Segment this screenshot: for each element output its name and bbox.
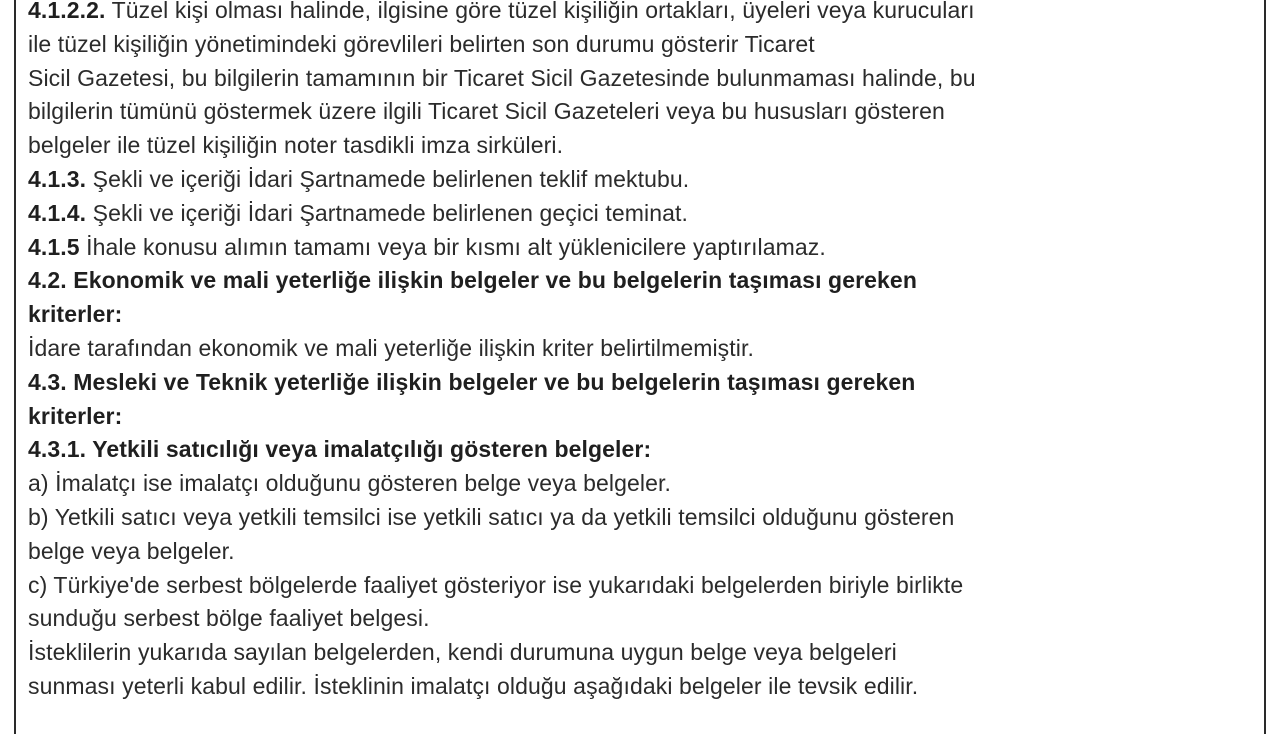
line-text: sunduğu serbest bölge faaliyet belgesi.	[28, 605, 430, 632]
text-line-8	[28, 231, 1264, 265]
line-text: belge veya belgeler.	[28, 537, 235, 564]
clause-number: 4.1.2.2.	[28, 0, 106, 23]
line-text: İdare tarafından ekonomik ve mali yeterliğe ilişkin kriter belirtilmemiştir.	[28, 334, 754, 361]
line-text: c) Türkiye'de serbest bölgelerde faaliyet gösteriyor ise yukarıdaki belgelerden biriyle birlikte	[28, 571, 964, 598]
clause-number: 4.1.5	[28, 233, 80, 260]
line-text: a) İmalatçı ise imalatçı olduğunu gösteren belge veya belgeler.	[28, 470, 672, 497]
line-text: Şekli ve içeriği İdari Şartnamede belirlenen geçici teminat.	[86, 199, 688, 226]
line-text: İsteklilerin yukarıda sayılan belgelerden, kendi durumuna uygun belge veya belgeleri	[28, 639, 897, 666]
text-line-20	[28, 636, 1264, 670]
line-text: b) Yetkili satıcı veya yetkili temsilci ise yetkili satıcı ya da yetkili temsilci olduğunu gösteren	[28, 503, 955, 530]
clause-number: 4.1.3.	[28, 165, 87, 192]
heading-text: kriterler:	[28, 301, 123, 328]
line-text: belgeler ile tüzel kişiliğin noter tasdikli imza sirküleri.	[28, 132, 564, 159]
clause-number: 4.1.4.	[28, 199, 87, 226]
text-line-7	[28, 197, 1264, 231]
heading-text: 4.3.1. Yetkili satıcılığı veya imalatçılığı gösteren belgeler:	[28, 436, 652, 463]
text-line-2	[28, 28, 1264, 62]
text-line-4	[28, 95, 1264, 129]
document-page	[14, 0, 1266, 734]
text-line-11	[28, 332, 1264, 366]
list-item-b	[28, 501, 1264, 535]
list-item-a	[28, 467, 1264, 501]
text-line-21	[28, 670, 1264, 704]
list-item-c-cont	[28, 602, 1264, 636]
text-line-3	[28, 62, 1264, 96]
section-heading-4-3-cont	[28, 400, 1264, 434]
line-text: sunması yeterli kabul edilir. İsteklinin imalatçı olduğu aşağıdaki belgeler ile tevsik edilir.	[28, 672, 919, 699]
heading-text: 4.3. Mesleki ve Teknik yeterliğe ilişkin belgeler ve bu belgelerin taşıması gereken	[28, 368, 916, 395]
section-heading-4-3-1	[28, 433, 1264, 467]
section-heading-4-3	[28, 366, 1264, 400]
heading-text: kriterler:	[28, 402, 123, 429]
list-item-c	[28, 569, 1264, 603]
line-text: Sicil Gazetesi, bu bilgilerin tamamının bir Ticaret Sicil Gazetesinde bulunmaması halinde, bu	[28, 64, 976, 91]
line-text: Şekli ve içeriği İdari Şartnamede belirlenen teklif mektubu.	[86, 165, 690, 192]
section-heading-4-2-cont	[28, 298, 1264, 332]
text-line-5	[28, 129, 1264, 163]
line-text: bilgilerin tümünü göstermek üzere ilgili Ticaret Sicil Gazeteleri veya bu hususları gösteren	[28, 98, 945, 125]
line-text: ile tüzel kişiliğin yönetimindeki görevlileri belirten son durumu gösterir Ticaret	[28, 30, 815, 57]
text-line-1	[28, 0, 1264, 28]
heading-text: 4.2. Ekonomik ve mali yeterliğe ilişkin belgeler ve bu belgelerin taşıması gereken	[28, 267, 917, 294]
line-text: Tüzel kişi olması halinde, ilgisine göre tüzel kişiliğin ortakları, üyeleri veya kurucuları	[105, 0, 975, 23]
list-item-b-cont	[28, 535, 1264, 569]
text-line-6	[28, 163, 1264, 197]
section-heading-4-2	[28, 264, 1264, 298]
line-text: İhale konusu alımın tamamı veya bir kısmı alt yüklenicilere yaptırılamaz.	[79, 233, 826, 260]
